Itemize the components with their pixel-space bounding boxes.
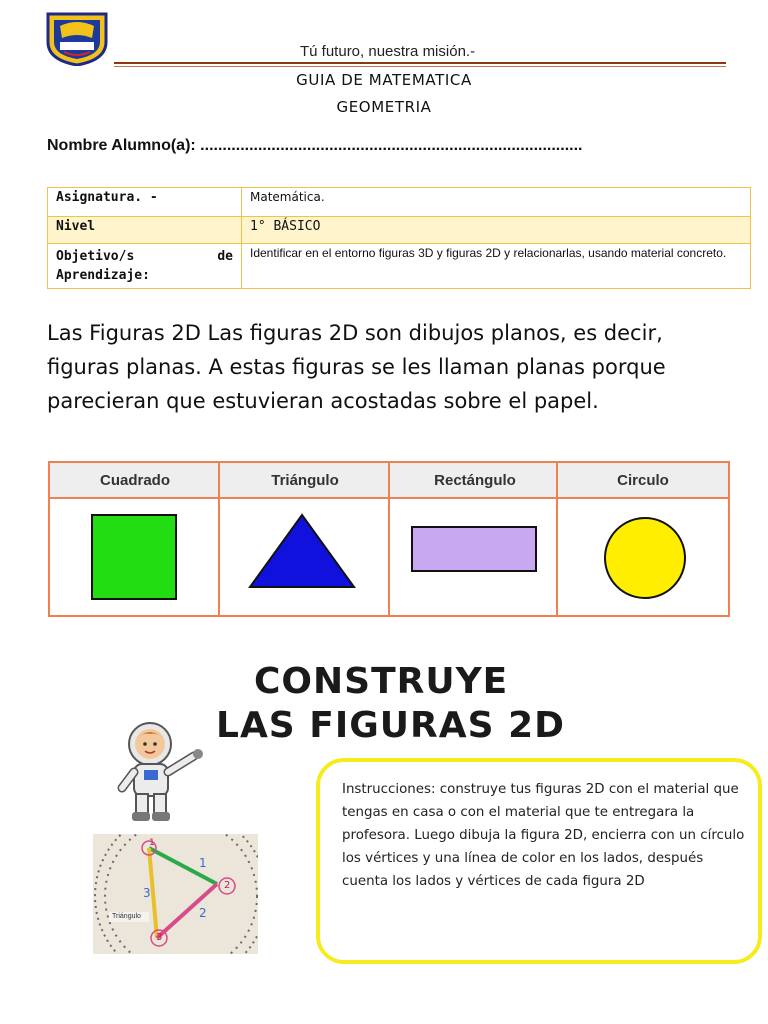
objective-label-c: Aprendizaje: — [56, 268, 150, 283]
table-row — [48, 244, 751, 289]
header-triangulo: Triángulo — [271, 472, 339, 489]
student-name-line: Nombre Alumno(a): ...................................................................................... — [47, 137, 583, 154]
objective-label — [48, 244, 242, 289]
header-circulo: Circulo — [617, 472, 669, 489]
school-logo — [46, 12, 108, 66]
objective-label-b: de — [217, 249, 233, 264]
triangle-craft-photo — [93, 834, 258, 954]
objective-value: Identificar en el entorno figuras 3D y figuras 2D y relacionarlas, usando material concreto. — [242, 244, 751, 289]
photo-caption: Triángulo — [112, 913, 141, 920]
subject-value: Matemática. — [242, 188, 751, 217]
heading-line-2: LAS FIGURAS 2D — [216, 705, 566, 746]
construct-heading — [216, 660, 565, 748]
side-number-3: 3 — [143, 886, 151, 900]
yellow-circle — [602, 515, 688, 601]
instructions-box: Instrucciones: construye tus figuras 2D con el material que tengas en casa o con el material que te entregara la profesora. Luego dibuja la figura 2D, encierra con un círculo los vértices y una línea de color en los lados, después cuenta los lados y vértices de cada figura 2D — [316, 758, 762, 964]
green-square — [90, 513, 178, 601]
document-subtitle: GEOMETRIA — [336, 98, 432, 116]
side-number-1: 1 — [199, 856, 207, 870]
header-cuadrado: Cuadrado — [99, 472, 170, 489]
school-motto: Tú futuro, nuestra misión.- — [300, 43, 476, 60]
blue-triangle — [246, 511, 358, 591]
subject-info-table — [47, 187, 751, 289]
document-title: GUIA DE MATEMATICA — [296, 71, 472, 89]
subject-label: Asignatura. - — [48, 188, 242, 217]
intro-paragraph: Las Figuras 2D Las figuras 2D son dibujos planos, es decir, figuras planas. A estas figuras se les llaman planas porque parecieran que estuvieran acostadas sobre el papel. — [47, 321, 666, 413]
table-row — [48, 188, 751, 217]
side-number-2: 2 — [199, 906, 207, 920]
purple-rectangle — [410, 525, 538, 575]
vertex-number-2: 2 — [224, 880, 231, 891]
header-rule — [114, 62, 726, 64]
level-label: Nivel — [48, 217, 242, 244]
table-row — [48, 217, 751, 244]
vertex-number-3: 3 — [156, 932, 163, 943]
level-value: 1° BÁSICO — [242, 217, 751, 244]
astronaut-illustration — [112, 720, 206, 824]
shapes-table — [48, 461, 730, 617]
vertex-number-1: 1 — [149, 838, 155, 848]
objective-label-a: Objetivo/s — [56, 249, 135, 264]
header-rectangulo: Rectángulo — [434, 472, 516, 489]
heading-line-1: CONSTRUYE — [254, 661, 509, 702]
header-rule-thin — [114, 66, 726, 67]
